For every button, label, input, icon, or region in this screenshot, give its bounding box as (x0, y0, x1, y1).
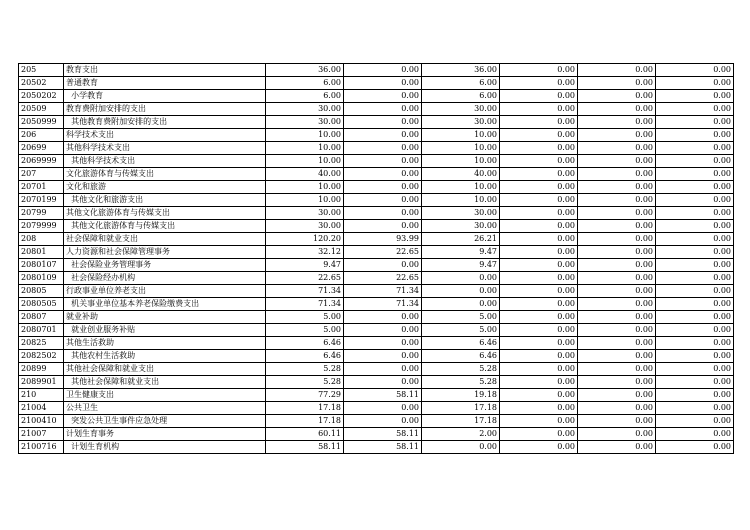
subject-code: 2050202 (19, 90, 64, 103)
amount-cell: 0.00 (656, 77, 734, 90)
amount-cell: 0.00 (578, 155, 656, 168)
table-row (19, 389, 734, 402)
amount-cell: 6.46 (266, 337, 344, 350)
subject-name: 社会保障和就业支出 (64, 233, 266, 246)
amount-cell: 0.00 (344, 337, 422, 350)
amount-cell: 0.00 (344, 220, 422, 233)
subject-name: 就业创业服务补贴 (64, 324, 266, 337)
subject-code: 2079999 (19, 220, 64, 233)
table-row (19, 324, 734, 337)
amount-cell: 0.00 (344, 116, 422, 129)
amount-cell: 0.00 (656, 272, 734, 285)
amount-cell: 0.00 (344, 402, 422, 415)
amount-cell: 10.00 (422, 155, 500, 168)
table-row (19, 90, 734, 103)
amount-cell: 0.00 (578, 181, 656, 194)
table-row (19, 285, 734, 298)
amount-cell: 0.00 (500, 324, 578, 337)
amount-cell: 0.00 (344, 142, 422, 155)
subject-name: 文化和旅游 (64, 181, 266, 194)
table-row (19, 116, 734, 129)
subject-name: 其他科学技术支出 (64, 142, 266, 155)
subject-name: 小学教育 (64, 90, 266, 103)
amount-cell: 0.00 (500, 116, 578, 129)
amount-cell: 58.11 (344, 441, 422, 454)
amount-cell: 0.00 (500, 402, 578, 415)
table-row (19, 415, 734, 428)
amount-cell: 0.00 (500, 363, 578, 376)
amount-cell: 0.00 (656, 168, 734, 181)
amount-cell: 22.65 (344, 246, 422, 259)
table-row (19, 129, 734, 142)
amount-cell: 0.00 (656, 246, 734, 259)
amount-cell: 58.11 (344, 428, 422, 441)
subject-name: 突发公共卫生事件应急处理 (64, 415, 266, 428)
amount-cell: 17.18 (266, 415, 344, 428)
amount-cell: 10.00 (266, 155, 344, 168)
amount-cell: 0.00 (344, 181, 422, 194)
amount-cell: 0.00 (422, 298, 500, 311)
subject-name: 其他文化旅游体育与传媒支出 (64, 220, 266, 233)
amount-cell: 0.00 (656, 194, 734, 207)
amount-cell: 0.00 (578, 259, 656, 272)
amount-cell: 0.00 (500, 311, 578, 324)
subject-name: 其他教育费附加安排的支出 (64, 116, 266, 129)
subject-name: 人力资源和社会保障管理事务 (64, 246, 266, 259)
table-row (19, 311, 734, 324)
amount-cell: 0.00 (656, 337, 734, 350)
amount-cell: 6.46 (422, 337, 500, 350)
amount-cell: 0.00 (656, 207, 734, 220)
amount-cell: 0.00 (344, 194, 422, 207)
amount-cell: 40.00 (266, 168, 344, 181)
amount-cell: 71.34 (344, 298, 422, 311)
amount-cell: 0.00 (578, 77, 656, 90)
amount-cell: 0.00 (578, 415, 656, 428)
amount-cell: 0.00 (344, 350, 422, 363)
subject-name: 计划生育事务 (64, 428, 266, 441)
amount-cell: 30.00 (266, 220, 344, 233)
subject-name: 普通教育 (64, 77, 266, 90)
subject-name: 公共卫生 (64, 402, 266, 415)
subject-code: 205 (19, 64, 64, 77)
subject-code: 20509 (19, 103, 64, 116)
budget-table-body (19, 64, 734, 454)
amount-cell: 0.00 (422, 285, 500, 298)
amount-cell: 0.00 (500, 129, 578, 142)
subject-name: 文化旅游体育与传媒支出 (64, 168, 266, 181)
amount-cell: 30.00 (266, 116, 344, 129)
amount-cell: 40.00 (422, 168, 500, 181)
amount-cell: 0.00 (578, 103, 656, 116)
table-row (19, 350, 734, 363)
subject-name: 机关事业单位基本养老保险缴费支出 (64, 298, 266, 311)
amount-cell: 0.00 (500, 441, 578, 454)
subject-name: 科学技术支出 (64, 129, 266, 142)
amount-cell: 30.00 (422, 103, 500, 116)
amount-cell: 0.00 (656, 311, 734, 324)
amount-cell: 10.00 (266, 129, 344, 142)
amount-cell: 0.00 (656, 415, 734, 428)
amount-cell: 60.11 (266, 428, 344, 441)
subject-name: 计划生育机构 (64, 441, 266, 454)
table-row (19, 298, 734, 311)
amount-cell: 5.00 (266, 324, 344, 337)
subject-code: 20699 (19, 142, 64, 155)
amount-cell: 0.00 (578, 337, 656, 350)
table-row (19, 207, 734, 220)
amount-cell: 0.00 (500, 168, 578, 181)
amount-cell: 30.00 (422, 116, 500, 129)
amount-cell: 71.34 (266, 298, 344, 311)
amount-cell: 0.00 (656, 376, 734, 389)
table-row (19, 233, 734, 246)
amount-cell: 0.00 (344, 363, 422, 376)
amount-cell: 0.00 (578, 389, 656, 402)
subject-name: 其他文化和旅游支出 (64, 194, 266, 207)
amount-cell: 0.00 (344, 311, 422, 324)
amount-cell: 6.00 (422, 77, 500, 90)
amount-cell: 17.18 (422, 402, 500, 415)
subject-code: 20805 (19, 285, 64, 298)
amount-cell: 0.00 (500, 259, 578, 272)
subject-code: 2082502 (19, 350, 64, 363)
amount-cell: 0.00 (578, 363, 656, 376)
subject-code: 20799 (19, 207, 64, 220)
amount-cell: 0.00 (656, 285, 734, 298)
amount-cell: 0.00 (578, 142, 656, 155)
amount-cell: 0.00 (344, 415, 422, 428)
amount-cell: 0.00 (656, 155, 734, 168)
amount-cell: 30.00 (266, 103, 344, 116)
subject-name: 其他生活救助 (64, 337, 266, 350)
amount-cell: 0.00 (578, 129, 656, 142)
subject-code: 208 (19, 233, 64, 246)
amount-cell: 0.00 (656, 103, 734, 116)
amount-cell: 0.00 (578, 272, 656, 285)
amount-cell: 0.00 (578, 168, 656, 181)
amount-cell: 77.29 (266, 389, 344, 402)
amount-cell: 30.00 (422, 207, 500, 220)
amount-cell: 2.00 (422, 428, 500, 441)
amount-cell: 0.00 (500, 246, 578, 259)
subject-name: 其他文化旅游体育与传媒支出 (64, 207, 266, 220)
amount-cell: 0.00 (500, 233, 578, 246)
amount-cell: 0.00 (344, 64, 422, 77)
table-row (19, 428, 734, 441)
amount-cell: 0.00 (578, 376, 656, 389)
amount-cell: 5.28 (266, 376, 344, 389)
amount-cell: 0.00 (500, 350, 578, 363)
amount-cell: 10.00 (266, 181, 344, 194)
amount-cell: 17.18 (266, 402, 344, 415)
subject-name: 就业补助 (64, 311, 266, 324)
amount-cell: 0.00 (578, 246, 656, 259)
amount-cell: 0.00 (656, 402, 734, 415)
amount-cell: 22.65 (266, 272, 344, 285)
subject-code: 2080107 (19, 259, 64, 272)
amount-cell: 10.00 (266, 194, 344, 207)
amount-cell: 0.00 (656, 298, 734, 311)
subject-name: 其他科学技术支出 (64, 155, 266, 168)
amount-cell: 71.34 (344, 285, 422, 298)
subject-code: 20801 (19, 246, 64, 259)
amount-cell: 0.00 (500, 103, 578, 116)
amount-cell: 32.12 (266, 246, 344, 259)
table-row (19, 337, 734, 350)
amount-cell: 9.47 (266, 259, 344, 272)
amount-cell: 0.00 (578, 441, 656, 454)
amount-cell: 0.00 (656, 389, 734, 402)
amount-cell: 0.00 (500, 220, 578, 233)
table-row (19, 272, 734, 285)
amount-cell: 0.00 (656, 428, 734, 441)
amount-cell: 0.00 (656, 233, 734, 246)
amount-cell: 0.00 (578, 90, 656, 103)
table-row (19, 259, 734, 272)
amount-cell: 0.00 (578, 116, 656, 129)
amount-cell: 0.00 (500, 272, 578, 285)
amount-cell: 30.00 (266, 207, 344, 220)
subject-name: 教育费附加安排的支出 (64, 103, 266, 116)
amount-cell: 0.00 (500, 64, 578, 77)
amount-cell: 0.00 (344, 207, 422, 220)
amount-cell: 0.00 (578, 350, 656, 363)
amount-cell: 0.00 (656, 324, 734, 337)
subject-code: 2089901 (19, 376, 64, 389)
amount-cell: 0.00 (344, 77, 422, 90)
table-row (19, 220, 734, 233)
subject-code: 20825 (19, 337, 64, 350)
table-row (19, 376, 734, 389)
subject-code: 210 (19, 389, 64, 402)
table-row (19, 194, 734, 207)
amount-cell: 0.00 (578, 64, 656, 77)
subject-code: 2080505 (19, 298, 64, 311)
table-row (19, 246, 734, 259)
amount-cell: 10.00 (266, 142, 344, 155)
amount-cell: 0.00 (500, 207, 578, 220)
subject-code: 207 (19, 168, 64, 181)
amount-cell: 120.20 (266, 233, 344, 246)
subject-name: 社会保险业务管理事务 (64, 259, 266, 272)
subject-name: 其他社会保障和就业支出 (64, 376, 266, 389)
amount-cell: 58.11 (266, 441, 344, 454)
subject-name: 行政事业单位养老支出 (64, 285, 266, 298)
table-row (19, 155, 734, 168)
amount-cell: 5.28 (422, 376, 500, 389)
amount-cell: 0.00 (656, 181, 734, 194)
amount-cell: 0.00 (422, 441, 500, 454)
subject-code: 20701 (19, 181, 64, 194)
amount-cell: 0.00 (656, 350, 734, 363)
amount-cell: 26.21 (422, 233, 500, 246)
amount-cell: 5.00 (422, 324, 500, 337)
amount-cell: 0.00 (578, 324, 656, 337)
amount-cell: 0.00 (344, 103, 422, 116)
amount-cell: 0.00 (344, 155, 422, 168)
subject-code: 2080701 (19, 324, 64, 337)
amount-cell: 0.00 (656, 441, 734, 454)
amount-cell: 17.18 (422, 415, 500, 428)
amount-cell: 0.00 (578, 207, 656, 220)
subject-name: 教育支出 (64, 64, 266, 77)
subject-name: 卫生健康支出 (64, 389, 266, 402)
subject-code: 2100716 (19, 441, 64, 454)
amount-cell: 0.00 (578, 233, 656, 246)
amount-cell: 0.00 (656, 363, 734, 376)
amount-cell: 0.00 (656, 64, 734, 77)
table-row (19, 142, 734, 155)
amount-cell: 0.00 (656, 220, 734, 233)
amount-cell: 5.28 (422, 363, 500, 376)
subject-code: 2050999 (19, 116, 64, 129)
amount-cell: 0.00 (656, 90, 734, 103)
amount-cell: 0.00 (656, 129, 734, 142)
amount-cell: 6.46 (266, 350, 344, 363)
subject-code: 2100410 (19, 415, 64, 428)
amount-cell: 0.00 (500, 376, 578, 389)
amount-cell: 0.00 (500, 181, 578, 194)
amount-cell: 93.99 (344, 233, 422, 246)
subject-code: 2069999 (19, 155, 64, 168)
amount-cell: 6.46 (422, 350, 500, 363)
table-row (19, 64, 734, 77)
table-row (19, 168, 734, 181)
amount-cell: 36.00 (266, 64, 344, 77)
subject-name: 其他农村生活救助 (64, 350, 266, 363)
amount-cell: 0.00 (344, 324, 422, 337)
amount-cell: 6.00 (266, 77, 344, 90)
amount-cell: 0.00 (500, 77, 578, 90)
amount-cell: 0.00 (500, 298, 578, 311)
amount-cell: 0.00 (500, 389, 578, 402)
subject-code: 2070199 (19, 194, 64, 207)
amount-cell: 30.00 (422, 220, 500, 233)
amount-cell: 0.00 (422, 272, 500, 285)
subject-code: 20502 (19, 77, 64, 90)
amount-cell: 0.00 (500, 285, 578, 298)
amount-cell: 10.00 (422, 181, 500, 194)
amount-cell: 0.00 (578, 285, 656, 298)
subject-code: 206 (19, 129, 64, 142)
amount-cell: 71.34 (266, 285, 344, 298)
amount-cell: 0.00 (500, 155, 578, 168)
amount-cell: 0.00 (500, 142, 578, 155)
budget-table (18, 63, 734, 454)
amount-cell: 0.00 (656, 259, 734, 272)
amount-cell: 19.18 (422, 389, 500, 402)
subject-code: 21004 (19, 402, 64, 415)
amount-cell: 0.00 (578, 311, 656, 324)
amount-cell: 5.00 (422, 311, 500, 324)
amount-cell: 6.00 (266, 90, 344, 103)
table-row (19, 103, 734, 116)
subject-name: 社会保险经办机构 (64, 272, 266, 285)
table-row (19, 402, 734, 415)
amount-cell: 22.65 (344, 272, 422, 285)
amount-cell: 6.00 (422, 90, 500, 103)
amount-cell: 0.00 (500, 90, 578, 103)
amount-cell: 5.28 (266, 363, 344, 376)
amount-cell: 0.00 (500, 428, 578, 441)
amount-cell: 58.11 (344, 389, 422, 402)
table-row (19, 441, 734, 454)
amount-cell: 5.00 (266, 311, 344, 324)
subject-code: 2080109 (19, 272, 64, 285)
subject-code: 21007 (19, 428, 64, 441)
amount-cell: 9.47 (422, 259, 500, 272)
amount-cell: 9.47 (422, 246, 500, 259)
amount-cell: 0.00 (500, 194, 578, 207)
amount-cell: 0.00 (344, 90, 422, 103)
amount-cell: 0.00 (344, 376, 422, 389)
amount-cell: 0.00 (578, 428, 656, 441)
amount-cell: 0.00 (344, 168, 422, 181)
table-row (19, 363, 734, 376)
amount-cell: 0.00 (578, 220, 656, 233)
table-row (19, 77, 734, 90)
amount-cell: 10.00 (422, 194, 500, 207)
table-row (19, 181, 734, 194)
subject-name: 其他社会保障和就业支出 (64, 363, 266, 376)
amount-cell: 0.00 (578, 194, 656, 207)
amount-cell: 36.00 (422, 64, 500, 77)
amount-cell: 0.00 (578, 402, 656, 415)
amount-cell: 0.00 (344, 259, 422, 272)
amount-cell: 0.00 (344, 129, 422, 142)
amount-cell: 10.00 (422, 142, 500, 155)
subject-code: 20899 (19, 363, 64, 376)
amount-cell: 0.00 (500, 337, 578, 350)
amount-cell: 0.00 (578, 298, 656, 311)
subject-code: 20807 (19, 311, 64, 324)
amount-cell: 0.00 (656, 116, 734, 129)
amount-cell: 0.00 (656, 142, 734, 155)
amount-cell: 10.00 (422, 129, 500, 142)
amount-cell: 0.00 (500, 415, 578, 428)
